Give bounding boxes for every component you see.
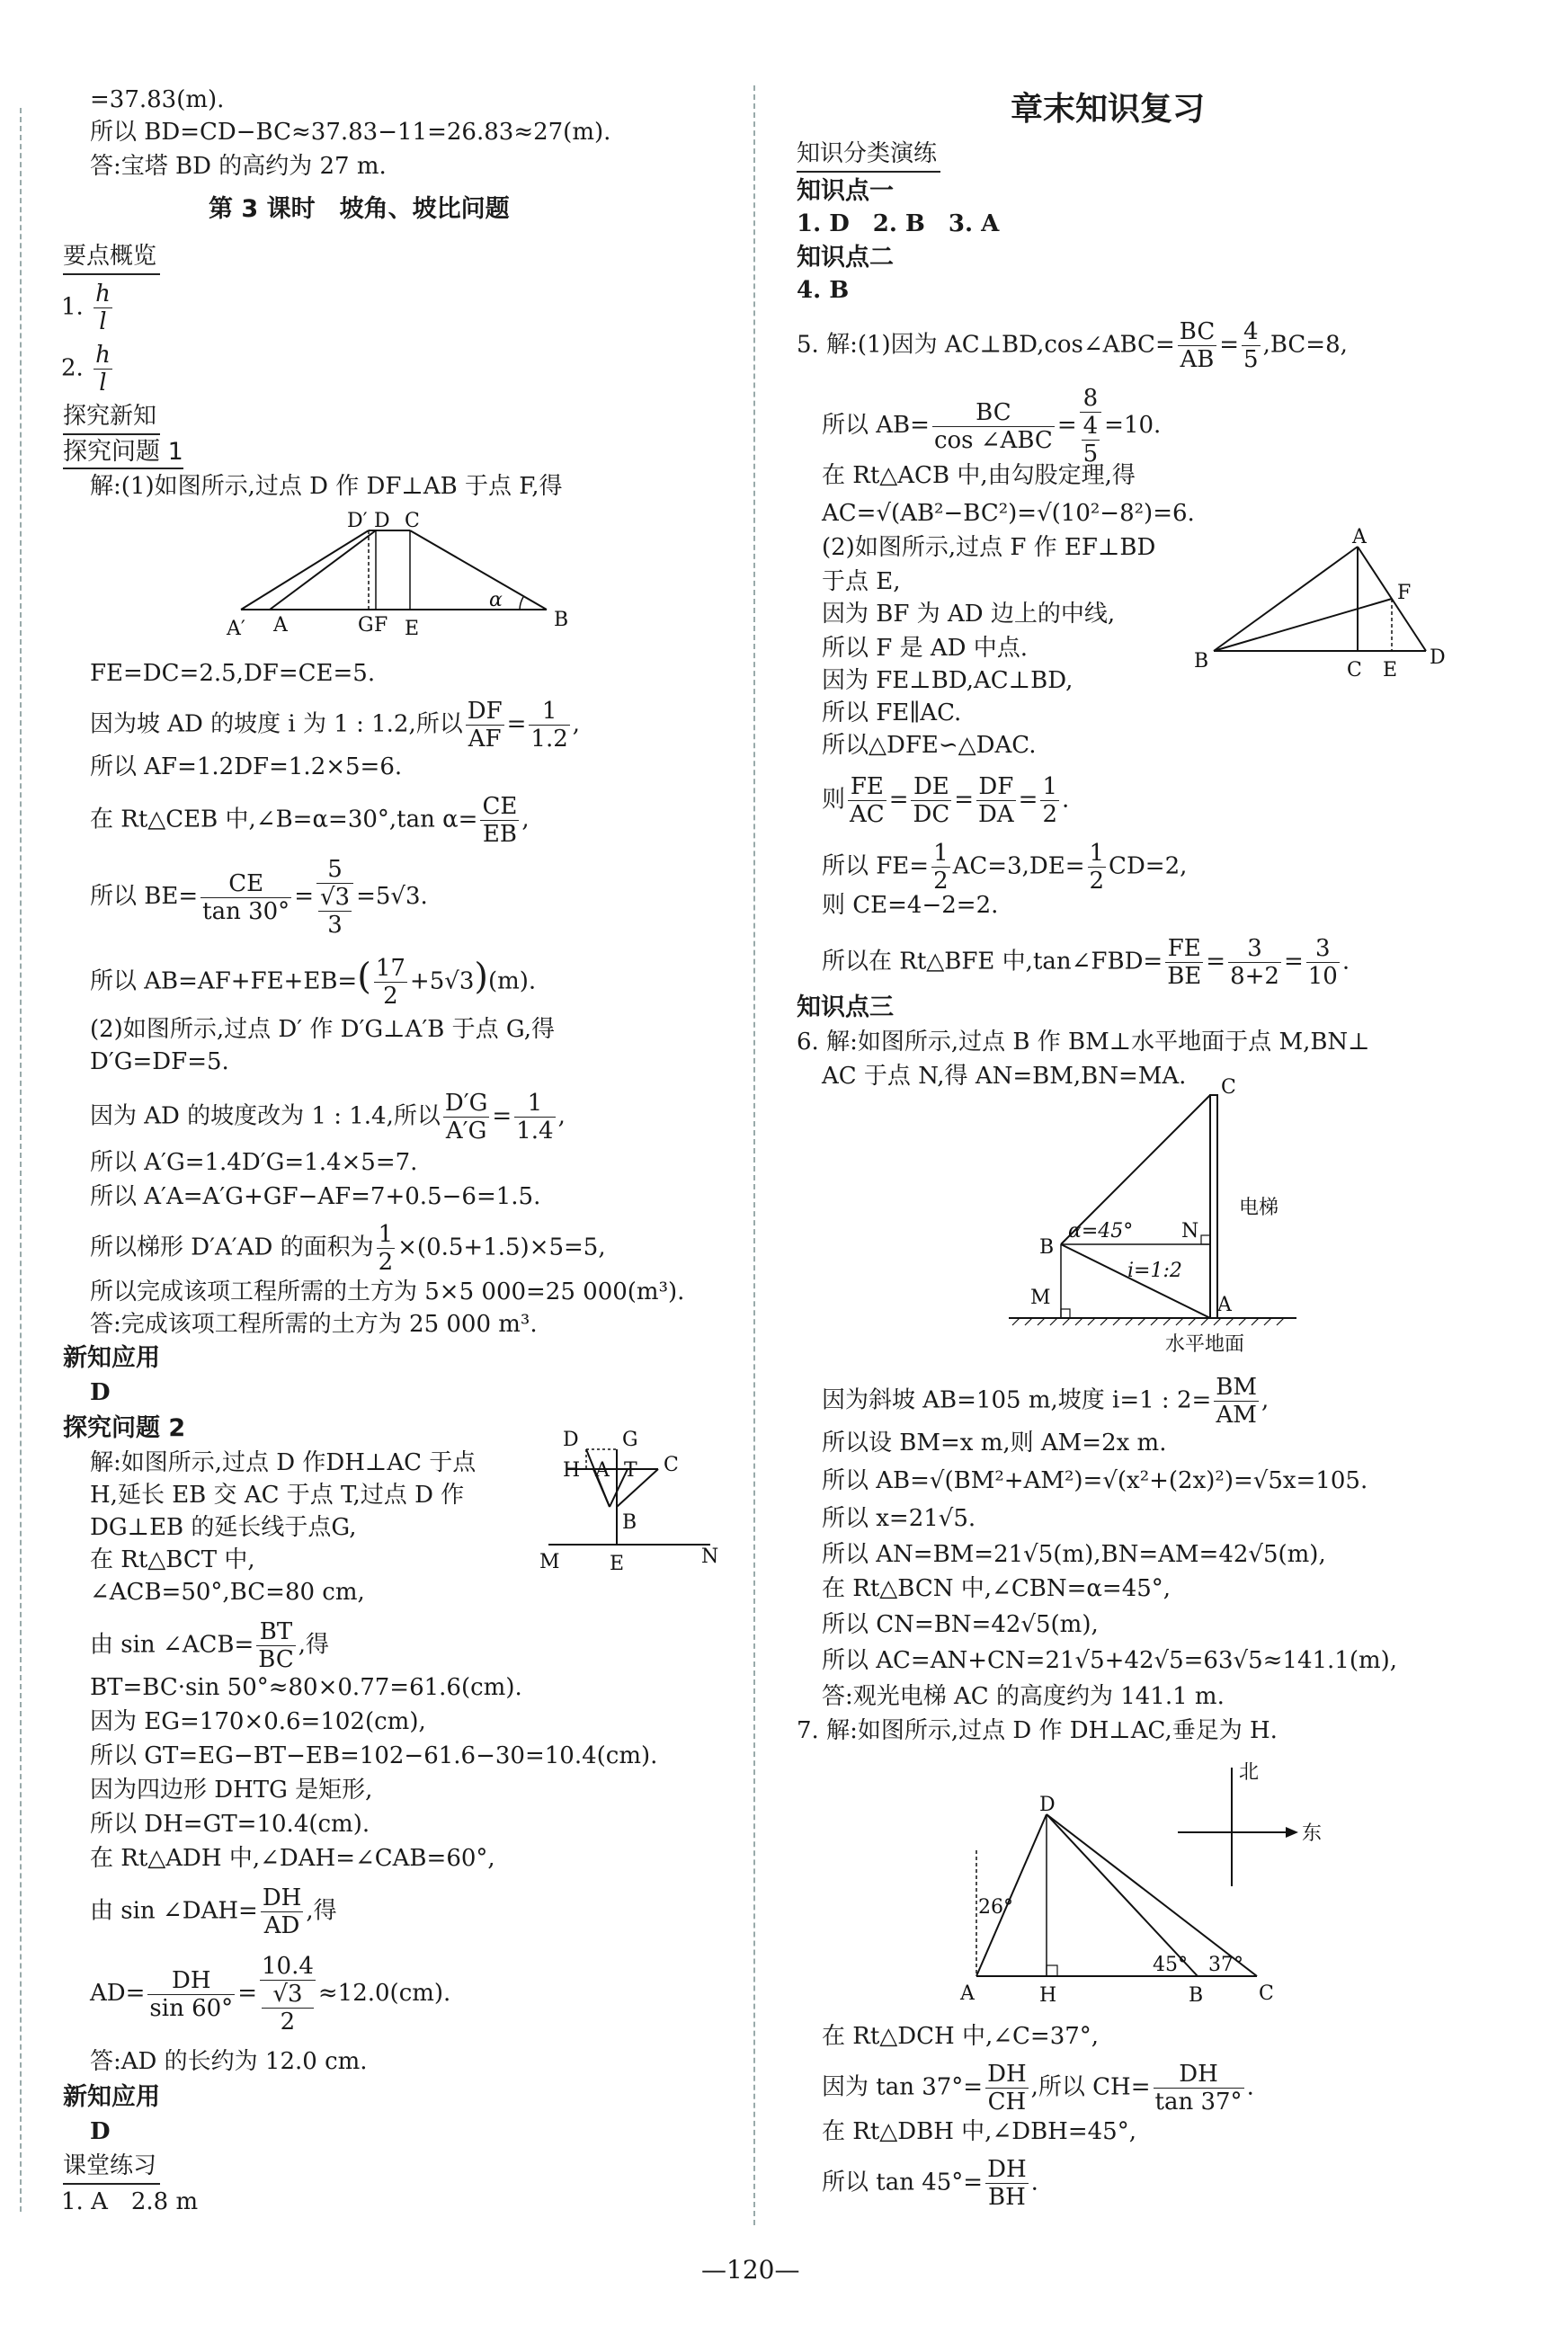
label-B: B bbox=[1194, 650, 1209, 673]
text-span: 5. 解:(1)因为 AC⊥BD,cos∠ABC= bbox=[797, 331, 1175, 359]
frac-numerator: 1 bbox=[514, 1090, 555, 1118]
text-span: 在 Rt△CEB 中,∠B=α=30°,tan α= bbox=[90, 806, 478, 833]
text-line bbox=[90, 1884, 337, 1939]
label-E: E bbox=[1383, 659, 1398, 681]
text-line bbox=[822, 840, 1187, 895]
text-line: 所以 BE= $\frac{CE}{\tan 30^\circ}$ = 5 √3 3 =5√3. bbox=[90, 856, 428, 939]
app-2-answer: D bbox=[90, 2118, 111, 2145]
label-C: C bbox=[1347, 659, 1362, 681]
label-angle-37: 37° bbox=[1208, 1954, 1243, 1976]
text-span: ,得 bbox=[306, 1897, 337, 1925]
label-A: A bbox=[960, 1982, 975, 2005]
frac-numerator: h bbox=[95, 281, 111, 307]
text-line: 在 Rt△ACB 中,由勾股定理,得 bbox=[822, 462, 1136, 489]
text-span: 所以 AB= bbox=[822, 412, 930, 439]
app-1-answer: D bbox=[90, 1379, 111, 1406]
frac-numerator: D′G bbox=[444, 1090, 488, 1117]
kp2-answers: 4. B bbox=[797, 277, 850, 304]
knowledge-point-3: 知识点三 bbox=[797, 993, 894, 1021]
text-span: 则 bbox=[822, 786, 846, 814]
figure-bearing-triangle bbox=[953, 1760, 1331, 2030]
text-line: 所以 AC=AN+CN=21√5+42√5=63√5≈141.1(m), bbox=[822, 1647, 1398, 1674]
text-line: 在 Rt△BCT 中, bbox=[90, 1546, 255, 1573]
text-span: ,BC=8, bbox=[1262, 331, 1348, 359]
page-number: —120— bbox=[701, 2255, 800, 2285]
label-M: M bbox=[539, 1551, 560, 1573]
text-line: 答:AD 的长约为 12.0 cm. bbox=[90, 2048, 368, 2075]
question-2-title: 探究问题 2 bbox=[63, 1414, 186, 1442]
label-F: F bbox=[374, 614, 388, 637]
label-C: C bbox=[1259, 1982, 1274, 2005]
text-line: 在 Rt△ADH 中,∠DAH=∠CAB=60°, bbox=[90, 1845, 495, 1872]
text-line: 在 Rt△DBH 中,∠DBH=45°, bbox=[822, 2118, 1136, 2145]
frac-numerator: CE bbox=[200, 870, 291, 898]
section-practice: 知识分类演练 bbox=[797, 138, 940, 173]
frac-denominator: CH bbox=[987, 2089, 1027, 2116]
text-line: 因为 tan 37°= $\frac{DH}{CH}$ ,所以 CH= $\frac{DH}{\tan 37^\circ}$ . bbox=[822, 2061, 1254, 2116]
text-line: 所以设 BM=x m,则 AM=2x m. bbox=[822, 1430, 1167, 1457]
label-H: H bbox=[563, 1459, 581, 1482]
frac-denominator: AF bbox=[468, 726, 502, 753]
text-span: (m). bbox=[487, 967, 537, 995]
text-span: =10. bbox=[1104, 412, 1162, 439]
frac-numerator: 17 bbox=[375, 955, 405, 982]
frac-denominator: 1.4 bbox=[516, 1118, 554, 1145]
text-line: 因为坡 AD 的坡度 i 为 1 : 1.2,所以 $\frac{DF}{AF}$ = $\frac{1}{1.2}$ , bbox=[90, 698, 581, 753]
frac-denominator: 2 bbox=[280, 2009, 296, 2036]
text-span: 因为坡 AD 的坡度 i 为 1 : 1.2,所以 bbox=[90, 710, 463, 738]
text-line: 则 CE=4−2=2. bbox=[822, 892, 999, 919]
label-A: A bbox=[1352, 526, 1367, 548]
frac-numerator: DE bbox=[911, 773, 951, 801]
label-N: N bbox=[1181, 1220, 1199, 1243]
frac-numerator: 4 bbox=[1243, 318, 1259, 345]
frac-denominator: 3 bbox=[327, 912, 343, 939]
text-line: D′G=DF=5. bbox=[90, 1048, 229, 1075]
frac-numerator: DH bbox=[987, 2061, 1027, 2088]
figure-triangle-median bbox=[1194, 526, 1458, 685]
label-angle-45: 45° bbox=[1153, 1954, 1188, 1976]
text-span: +5√3 bbox=[409, 967, 475, 995]
frac-numerator: 1 bbox=[529, 698, 569, 726]
text-line: 所以 tan 45°= $\frac{DH}{BH}$ . bbox=[822, 2156, 1038, 2211]
label-A: A bbox=[595, 1459, 610, 1482]
frac-numerator: 1 bbox=[1042, 773, 1057, 800]
text-line: AC=√(AB²−BC²)=√(10²−8²)=6. bbox=[822, 500, 1195, 527]
figure-elevator-slope bbox=[1007, 1076, 1313, 1363]
text-line: 所以 DH=GT=10.4(cm). bbox=[90, 1811, 370, 1838]
label-angle-26: 26° bbox=[978, 1896, 1013, 1919]
frac-numerator: DF bbox=[976, 773, 1016, 801]
text-span: 所以在 Rt△BFE 中,tan∠FBD= bbox=[822, 948, 1163, 975]
text-line: 答:完成该项工程所需的土方为 25 000 m³. bbox=[90, 1311, 538, 1338]
text-line: 所以 AB=√(BM²+AM²)=√(x²+(2x)²)=√5x=105. bbox=[822, 1467, 1368, 1494]
text-line: 所以△DFE∽△DAC. bbox=[822, 732, 1037, 759]
label-slope: i=1:2 bbox=[1127, 1260, 1182, 1282]
label-D: D bbox=[1039, 1794, 1056, 1816]
frac-denominator: l bbox=[99, 308, 107, 335]
text-line: 1. A 2.8 m bbox=[61, 2188, 199, 2215]
label-A: A bbox=[1217, 1294, 1232, 1316]
frac-numerator: BC bbox=[932, 399, 1055, 427]
text-line: 7. 解:如图所示,过点 D 作 DH⊥AC,垂足为 H. bbox=[797, 1717, 1278, 1744]
label-elevator: 电梯 bbox=[1239, 1197, 1279, 1219]
overview-item-2 bbox=[61, 342, 115, 396]
frac-denominator: tan 37° bbox=[1154, 2089, 1243, 2116]
label-D: D bbox=[1430, 646, 1446, 669]
text-line bbox=[90, 1618, 329, 1673]
label-angle: α=45° bbox=[1068, 1220, 1134, 1243]
text-span: CD=2, bbox=[1109, 852, 1188, 880]
frac-numerator: 3 bbox=[1228, 935, 1281, 963]
label-Ap: A′ bbox=[227, 618, 245, 640]
label-G: G bbox=[622, 1429, 638, 1451]
text-line: 因为 BF 为 AD 边上的中线, bbox=[822, 601, 1116, 628]
frac-numerator: 3 bbox=[1306, 935, 1340, 963]
label-C: C bbox=[664, 1454, 679, 1476]
left-margin-line bbox=[20, 108, 22, 2212]
overview-item-1 bbox=[61, 281, 115, 335]
text-line: 因为斜坡 AB=105 m,坡度 i=1 : 2= $\frac{BM}{AM}$ , bbox=[822, 1374, 1270, 1429]
text-line: 所以 CN=BN=42√5(m), bbox=[822, 1611, 1099, 1638]
label-B: B bbox=[1189, 1984, 1204, 2007]
section-overview: 要点概览 bbox=[63, 241, 160, 275]
text-line: 因为 EG=170×0.6=102(cm), bbox=[90, 1708, 426, 1735]
text-line: 解:如图所示,过点 D 作DH⊥AC 于点 bbox=[90, 1449, 477, 1476]
frac-numerator: DH bbox=[262, 1884, 302, 1911]
label-E: E bbox=[405, 618, 420, 640]
figure-slope-trapezoid bbox=[227, 510, 575, 640]
kp1-answers: 1. D 2. B 3. A bbox=[797, 210, 1000, 237]
knowledge-point-1: 知识点一 bbox=[797, 177, 894, 205]
frac-numerator: DH bbox=[1154, 2061, 1244, 2089]
text-line: 在 Rt△CEB 中,∠B=α=30°,tan α= $\frac{CE}{EB}$ , bbox=[90, 793, 530, 848]
frac-denominator: BH bbox=[987, 2184, 1026, 2211]
section-explore: 探究新知 bbox=[63, 401, 160, 435]
text-line: 因为 FE⊥BD,AC⊥BD, bbox=[822, 667, 1074, 694]
text-line: (2)如图所示,过点 D′ 作 D′G⊥A′B 于点 G,得 bbox=[90, 1016, 556, 1043]
frac-denominator: 2 bbox=[933, 868, 949, 895]
text-span: AD= bbox=[90, 1980, 146, 2007]
text-line: AD= $\frac{DH}{\sin 60^\circ}$ = 10.4 √3 2 ≈12.0(cm). bbox=[90, 1953, 451, 2036]
frac-numerator: FE bbox=[1165, 935, 1203, 963]
label-H: H bbox=[1039, 1984, 1057, 2007]
label-T: T bbox=[624, 1459, 637, 1482]
text-line: ∠ACB=50°,BC=80 cm, bbox=[90, 1579, 365, 1606]
frac-numerator: BT bbox=[256, 1618, 295, 1646]
frac-numerator: DH bbox=[147, 1967, 235, 1995]
frac-denominator: 10 bbox=[1307, 963, 1338, 990]
section-practice: 课堂练习 bbox=[63, 2151, 160, 2185]
frac-numerator: 10.4 bbox=[261, 1953, 314, 1980]
frac-numerator: 8 bbox=[1080, 385, 1102, 413]
frac-denominator: l bbox=[99, 370, 107, 396]
frac-denominator: 1.2 bbox=[530, 726, 568, 753]
text-span: ,得 bbox=[298, 1631, 330, 1659]
text-line: 所以 AB= $\frac{BC}{\text{cos ∠ABC}}$ = 8 4 5 =10. bbox=[822, 385, 1162, 468]
label-E: E bbox=[610, 1553, 625, 1575]
chapter-title: 章末知识复习 bbox=[1011, 91, 1206, 128]
frac-numerator: 4 bbox=[1082, 413, 1099, 440]
label-M: M bbox=[1030, 1287, 1051, 1309]
frac-denominator: EB bbox=[482, 821, 517, 848]
text-span: =5√3. bbox=[356, 883, 428, 910]
label-east: 东 bbox=[1302, 1822, 1323, 1845]
text-line: 6. 解:如图所示,过点 B 作 BM⊥水平地面于点 M,BN⊥ bbox=[797, 1029, 1370, 1056]
frac-numerator: BC bbox=[1179, 318, 1216, 345]
text-span: ,所以 CH= bbox=[1030, 2073, 1151, 2101]
label-B: B bbox=[622, 1511, 637, 1534]
frac-denominator: 2 bbox=[378, 1249, 394, 1276]
text-line: 则 $\frac{FE}{AC}$ = $\frac{DE}{DC}$ = $\frac{DF}{DA}$ = $\frac{1}{2}$ . bbox=[822, 773, 1070, 828]
text-line bbox=[90, 1221, 606, 1276]
text-line: BT=BC·sin 50°≈80×0.77=61.6(cm). bbox=[90, 1674, 522, 1701]
text-line: AC 于点 N,得 AN=BM,BN=MA. bbox=[822, 1063, 1187, 1090]
text-line: 所以 A′A=A′G+GF−AF=7+0.5−6=1.5. bbox=[90, 1183, 541, 1210]
text-line: 于点 E, bbox=[822, 568, 901, 595]
text-line: 所以 x=21√5. bbox=[822, 1505, 976, 1532]
text-span: 所以 tan 45°= bbox=[822, 2169, 984, 2196]
label-N: N bbox=[701, 1546, 719, 1568]
text-line: 所以 A′G=1.4D′G=1.4×5=7. bbox=[90, 1149, 418, 1176]
frac-denominator: cos ∠ABC bbox=[933, 426, 1053, 454]
text-span: 所以 BE= bbox=[90, 883, 199, 910]
frac-denominator: tan 30° bbox=[202, 897, 290, 925]
section-app-2: 新知应用 bbox=[63, 2083, 160, 2111]
frac-denominator: BC bbox=[258, 1646, 294, 1673]
text-line: 所以 FE∥AC. bbox=[822, 699, 962, 726]
text-line: 5. 解:(1)因为 AC⊥BD,cos∠ABC= $\frac{BC}{AB}$ = $\frac{4}{5}$ ,BC=8, bbox=[797, 318, 1348, 373]
text-line: FE=DC=2.5,DF=CE=5. bbox=[90, 660, 376, 687]
frac-numerator: DF bbox=[467, 698, 503, 725]
frac-denominator: 5 bbox=[1082, 441, 1099, 468]
text-span: 由 sin ∠ACB= bbox=[90, 1631, 254, 1659]
label-B: B bbox=[1039, 1236, 1055, 1259]
text-line: H,延长 EB 交 AC 于点 T,过点 D 作 bbox=[90, 1482, 465, 1509]
text-span: 所以梯形 D′A′AD 的面积为 bbox=[90, 1234, 374, 1261]
frac-denominator: DA bbox=[978, 801, 1014, 828]
frac-numerator: 1 bbox=[933, 840, 949, 867]
figure-triangle-stand bbox=[539, 1429, 719, 1579]
lesson-title: 第 3 课时 坡角、坡比问题 bbox=[209, 195, 510, 223]
text-line: =37.83(m). bbox=[90, 86, 225, 113]
text-span: 因为 tan 37°= bbox=[822, 2073, 984, 2101]
frac-numerator: 1 bbox=[1089, 840, 1105, 867]
label-north: 北 bbox=[1239, 1761, 1260, 1784]
section-app-1: 新知应用 bbox=[63, 1344, 160, 1372]
frac-numerator: DH bbox=[987, 2156, 1027, 2183]
text-line: 解:(1)如图所示,过点 D 作 DF⊥AB 于点 F,得 bbox=[90, 473, 563, 500]
text-line: 所以 GT=EG−BT−EB=102−61.6−30=10.4(cm). bbox=[90, 1742, 658, 1769]
column-divider bbox=[753, 85, 755, 2225]
item-number: 2. bbox=[61, 354, 84, 382]
label-ground: 水平地面 bbox=[1165, 1333, 1245, 1356]
frac-denominator: 2 bbox=[1042, 801, 1057, 828]
text-span: ≈12.0(cm). bbox=[317, 1980, 451, 2007]
text-line: 因为 AD 的坡度改为 1 : 1.4,所以 $\frac{D'G}{A'G}$ = $\frac{1}{1.4}$ , bbox=[90, 1090, 566, 1145]
frac-numerator: 1 bbox=[378, 1221, 394, 1248]
label-B: B bbox=[554, 609, 569, 631]
text-line: DG⊥EB 的延长线于点G, bbox=[90, 1514, 357, 1541]
label-C: C bbox=[1221, 1076, 1236, 1099]
frac-numerator: √3 bbox=[319, 884, 351, 911]
frac-denominator: A′G bbox=[445, 1118, 487, 1145]
text-line: 所以 F 是 AD 中点. bbox=[822, 635, 1028, 662]
label-C: C bbox=[405, 510, 420, 532]
text-line: 答:宝塔 BD 的高约为 27 m. bbox=[90, 153, 387, 180]
frac-denominator: AC bbox=[850, 801, 885, 828]
text-line: 在 Rt△BCN 中,∠CBN=α=45°, bbox=[822, 1575, 1172, 1602]
frac-denominator: 5 bbox=[1243, 346, 1259, 373]
frac-numerator: CE bbox=[482, 793, 518, 820]
frac-numerator: BM bbox=[1216, 1374, 1258, 1401]
text-span: 所以 FE= bbox=[822, 852, 930, 880]
text-line: 因为四边形 DHTG 是矩形, bbox=[90, 1777, 373, 1804]
frac-denominator: AD bbox=[263, 1912, 300, 1939]
frac-numerator: FE bbox=[848, 773, 886, 801]
item-number: 1. bbox=[61, 293, 84, 321]
text-span: 所以 AB=AF+FE+EB= bbox=[90, 967, 358, 995]
label-G: G bbox=[358, 614, 374, 637]
frac-denominator: DC bbox=[913, 801, 950, 828]
label-D: D bbox=[563, 1429, 579, 1451]
text-line: 所以 AB=AF+FE+EB=( $\frac{17}{2}$ +5√3)(m). bbox=[90, 955, 537, 1010]
frac-denominator: 8+2 bbox=[1230, 963, 1279, 990]
text-line: 所以在 Rt△BFE 中,tan∠FBD= $\frac{FE}{BE}$ = $\frac{3}{8+2}$ = $\frac{3}{10}$ . bbox=[822, 935, 1350, 990]
frac-denominator: AB bbox=[1180, 346, 1215, 373]
text-line: 所以完成该项工程所需的土方为 5×5 000=25 000(m³). bbox=[90, 1278, 685, 1305]
text-span: 因为斜坡 AB=105 m,坡度 i=1 : 2= bbox=[822, 1386, 1212, 1414]
frac-denominator: BE bbox=[1167, 963, 1202, 990]
frac-denominator: 2 bbox=[383, 983, 398, 1010]
text-line: 所以 AF=1.2DF=1.2×5=6. bbox=[90, 753, 403, 780]
frac-denominator: 2 bbox=[1089, 868, 1105, 895]
label-F: F bbox=[1397, 582, 1412, 604]
label-A: A bbox=[273, 614, 288, 637]
text-line: 所以 BD=CD−BC≈37.83−11=26.83≈27(m). bbox=[90, 119, 611, 146]
knowledge-point-2: 知识点二 bbox=[797, 244, 894, 272]
frac-denominator: AM bbox=[1216, 1402, 1257, 1429]
question-1-title: 探究问题 1 bbox=[63, 437, 183, 469]
text-line: 所以 AN=BM=21√5(m),BN=AM=42√5(m), bbox=[822, 1541, 1326, 1568]
text-span: 由 sin ∠DAH= bbox=[90, 1897, 258, 1925]
text-line: 答:观光电梯 AC 的高度约为 141.1 m. bbox=[822, 1683, 1225, 1710]
label-D: D bbox=[374, 510, 390, 532]
frac-numerator: 5 bbox=[316, 856, 353, 884]
text-span: AC=3,DE= bbox=[952, 852, 1085, 880]
text-span: 因为 AD 的坡度改为 1 : 1.4,所以 bbox=[90, 1102, 441, 1130]
text-line: 在 Rt△DCH 中,∠C=37°, bbox=[822, 2023, 1100, 2050]
frac-denominator: sin 60° bbox=[149, 1994, 234, 2022]
frac-numerator: √3 bbox=[262, 1981, 314, 2009]
text-span: ×(0.5+1.5)×5=5, bbox=[397, 1234, 606, 1261]
label-Dp: D′ bbox=[347, 510, 368, 532]
frac-numerator: h bbox=[95, 342, 111, 369]
label-alpha: α bbox=[489, 589, 503, 611]
text-line: (2)如图所示,过点 F 作 EF⊥BD bbox=[822, 534, 1156, 561]
